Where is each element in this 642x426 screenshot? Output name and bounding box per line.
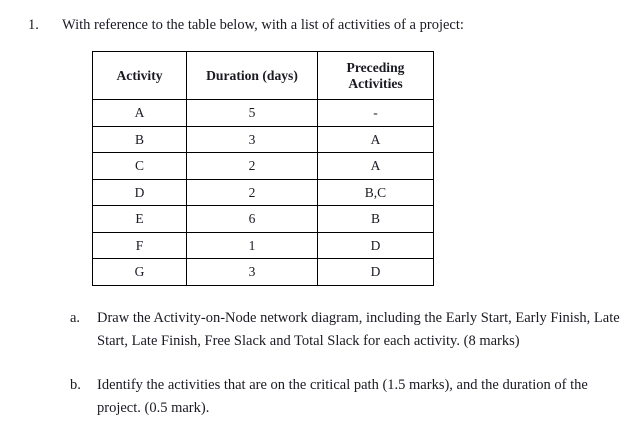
cell-duration: 2 [187,153,318,180]
table-header-row [93,52,434,100]
activity-table [92,51,434,286]
column-header-preceding-activities [318,52,434,100]
cell-duration: 1 [187,232,318,259]
table-row [93,232,434,259]
sub-question-a-text: Draw the Activity-on-Node network diagram, including the Early Start, Early Finish, Late Start, Late Finish, Free Slack and Total Slack for each activity. (8 marks) [97,310,620,349]
cell-preceding: B [318,206,434,233]
table-row [93,126,434,153]
cell-preceding: A [318,126,434,153]
table-row [93,206,434,233]
question-number: 1. [28,17,39,33]
cell-duration: 3 [187,259,318,286]
table-header [93,52,434,100]
cell-activity: C [93,153,187,180]
cell-preceding: D [318,259,434,286]
cell-duration: 5 [187,100,318,127]
cell-duration: 2 [187,179,318,206]
cell-preceding: A [318,153,434,180]
cell-duration: 3 [187,126,318,153]
question-text: With reference to the table below, with a list of activities of a project: [62,17,464,33]
table-row [93,153,434,180]
column-header-duration: Duration (days) [187,52,318,100]
table-row [93,100,434,127]
table-row [93,259,434,286]
sub-question-b [70,374,622,419]
table-row [93,179,434,206]
sub-question-a-marker: a. [70,310,81,326]
cell-activity: B [93,126,187,153]
cell-activity: D [93,179,187,206]
sub-question-a [70,307,622,352]
cell-duration: 6 [187,206,318,233]
cell-preceding: - [318,100,434,127]
cell-preceding: D [318,232,434,259]
cell-activity: F [93,232,187,259]
column-header-activity: Activity [93,52,187,100]
cell-preceding: B,C [318,179,434,206]
question-stem [28,16,628,35]
cell-activity: A [93,100,187,127]
table-body [93,100,434,286]
sub-question-b-text: Identify the activities that are on the critical path (1.5 marks), and the duration of the project. (0.5 mark). [97,377,588,416]
cell-activity: E [93,206,187,233]
sub-question-b-marker: b. [70,377,81,393]
column-header-preceding-line1: Preceding [346,59,405,75]
column-header-preceding-line2: Activities [348,75,403,91]
cell-activity: G [93,259,187,286]
